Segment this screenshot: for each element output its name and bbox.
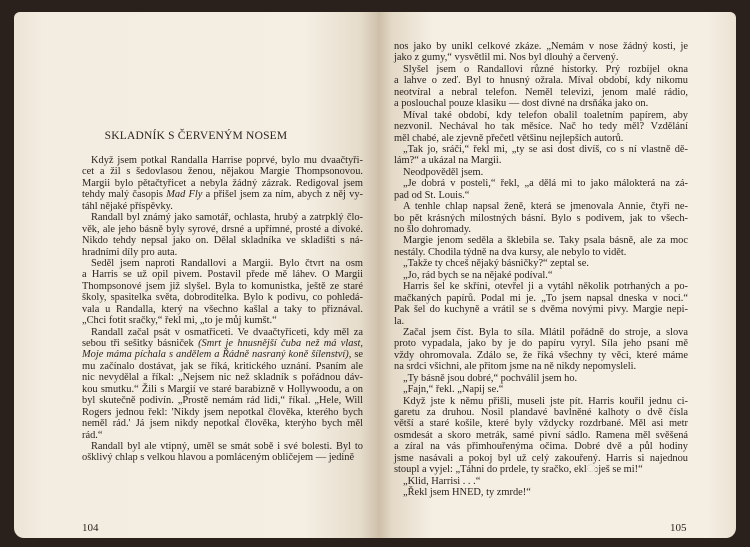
text-line — [394, 258, 688, 269]
text-line — [82, 189, 363, 200]
text-line — [82, 304, 363, 315]
left-page — [14, 12, 378, 538]
text-line — [82, 155, 363, 166]
text-segment: na srdci všichni, ale přitom jsme na ně nikdy nepomysleli. — [394, 361, 637, 373]
text-line — [394, 418, 688, 429]
paragraph — [82, 212, 363, 258]
text-segment: „Ty básně jsou dobré,“ pochválil jsem ho. — [403, 372, 578, 384]
text-segment: „Jo, rád bych se na nějaké podíval.“ — [403, 269, 553, 281]
paragraph — [394, 201, 688, 235]
text-segment: Když jste k němu přišli, museli jste pít. Harris kouřil jednu ci- — [403, 395, 688, 407]
text-line — [394, 430, 688, 441]
text-segment: Rogers jednou řekl: 'Nikdy jsem nepotkal člověka, kterého bych — [82, 406, 363, 418]
text-segment: a lahve o zeď. Byl to hnusný ožrala. Míval období, kdy nikomu — [394, 75, 688, 87]
paragraph — [394, 373, 688, 384]
text-segment: Začal jsem číst. Byla to síla. Mlátil pořádně do stroje, a slova — [403, 326, 688, 338]
text-segment: stoupl a vyjel: „Táhni do prdele, ty sračko, eklುješ se mi!“ — [394, 464, 643, 476]
text-segment: Slyšel jsem o Randallovi různé historky. Prý rozbíjel okna — [403, 63, 688, 75]
text-line — [82, 441, 363, 452]
text-segment: a přišel jsem za ním, abych z něj vy- — [202, 189, 363, 201]
text-line — [394, 350, 688, 361]
text-line — [394, 190, 688, 201]
text-segment: školy, spasitelka světa, dobroditelka. Bylo k podivu, co pohledá- — [82, 292, 363, 304]
text-segment: rád.“ — [82, 429, 103, 441]
text-segment: Randall byl známý jako samotář, ochlasta, hrubý a zatrpklý člo- — [91, 212, 363, 224]
text-segment: Randall začal psát v osmatřiceti. Ve dvaačtyřiceti, kdy měl za — [91, 326, 363, 338]
text-segment: Když jsem potkal Randalla Harrise poprvé, bylo mu dvaačtyři- — [91, 155, 363, 166]
text-line — [394, 121, 688, 132]
text-line — [394, 396, 688, 407]
text-line — [394, 407, 688, 418]
text-line — [394, 464, 688, 475]
text-segment: sebou tři sešitky básniček — [82, 338, 199, 349]
text-segment: byl skutečně podivín. „Prostě nemám rád lidi,“ říkal. „Hele, Will — [82, 395, 363, 407]
text-segment: cet a žil s šedovlasou ženou, nějakou Margie Thompsonovou. — [82, 166, 363, 178]
text-segment: la. — [394, 315, 405, 327]
text-segment: mu začínalo dostávat, jak se říká, kritického uznání. Psaním ale — [82, 360, 363, 372]
text-segment: pad od St. Louis.“ — [394, 189, 470, 201]
text-line — [394, 144, 688, 155]
text-line — [82, 315, 363, 326]
text-segment: a zíral na vás přimhouřenýma očima. Dobré dvě a půl hodiny — [394, 441, 688, 453]
text-line — [82, 212, 363, 223]
text-line — [82, 384, 363, 395]
text-line — [394, 361, 688, 372]
text-line — [82, 452, 363, 463]
chapter-title: SKLADNÍK S ČERVENÝM NOSEM — [104, 130, 288, 142]
paragraph — [82, 327, 363, 441]
text-line — [394, 384, 688, 395]
text-line — [394, 52, 688, 63]
text-segment: bo pět krásných milostných básní. Bylo s podivem, jak to všech- — [394, 212, 688, 224]
right-page-text — [394, 41, 688, 499]
text-segment: „Řekl jsem HNED, ty zmrde!“ — [403, 487, 531, 499]
text-line — [82, 258, 363, 269]
text-segment: ošklivý chlap s velkou hlavou a pomláceným obličejem — jedině — [82, 452, 355, 464]
text-segment: vždy ohromovala. Zdálo se, že říká všechny ty věci, které máme — [394, 349, 688, 361]
text-segment: neměl rád.' Já jsem nikdy nepotkal člověka, kterýho bych měl — [82, 418, 363, 430]
page-number-right: 105 — [670, 522, 687, 534]
text-line — [82, 281, 363, 292]
text-segment: „Je dobrá v posteli,“ řekl, „a dělá mi to jako málokterá na zá- — [403, 178, 688, 190]
text-segment: „Fajn,“ řekl. „Napij se.“ — [403, 384, 504, 396]
paragraph — [394, 41, 688, 64]
text-segment: „Klid, Harrisi . . .“ — [403, 475, 481, 487]
text-segment: táhl nějaké příspěvky. — [82, 200, 173, 212]
text-line — [82, 235, 363, 246]
text-line — [394, 453, 688, 464]
text-line — [82, 430, 363, 441]
paragraph — [394, 144, 688, 167]
text-segment: „Chci fotit sračky,“ řekl mi, „to je můj kumšt.“ — [82, 315, 277, 327]
text-line — [394, 110, 688, 121]
text-line — [394, 41, 688, 52]
text-segment: osmdesát a skoro metrák, samé pivní sádlo. Ramena měl svěšená — [394, 429, 688, 441]
paragraph — [394, 110, 688, 144]
text-line — [82, 224, 363, 235]
text-segment: A tenhle chlap napsal ženě, která se jmenovala Annie, čtyři ne- — [403, 201, 688, 213]
italic-text: (Smrt je hnusnější čuba než má vlast, — [198, 338, 363, 349]
text-segment: Míval také období, kdy telefon obalil toaletním papírem, aby — [403, 109, 688, 121]
text-segment: „Tak jo, sráči,“ řekl mi, „ty se asi dost divíš, co s ní vlastně dě- — [403, 143, 688, 155]
page-number-left: 104 — [82, 522, 99, 534]
text-line — [394, 98, 688, 109]
text-segment: Neodpověděl jsem. — [403, 166, 484, 178]
text-line — [394, 247, 688, 258]
text-segment: Margii bylo pětačtyřicet a nebyla žádný zázrak. Redigoval jsem — [82, 177, 363, 189]
text-segment: Thompsonové jsem již slyšel. Byla to komunistka, ještě ze staré — [82, 280, 363, 292]
text-line — [394, 133, 688, 144]
text-line — [394, 487, 688, 498]
paragraph — [394, 487, 688, 498]
text-line — [82, 247, 363, 258]
text-segment: Pak šel do kuchyně a vrátil se s dvěma novými pivy. Margie nepi- — [394, 304, 688, 316]
text-line — [394, 201, 688, 212]
text-segment: vala u Randalla, který na všechno kašlal a taky to přiznával. — [82, 303, 363, 315]
paragraph — [394, 281, 688, 327]
text-line — [82, 178, 363, 189]
paragraph — [394, 64, 688, 110]
text-segment: nezvonil. Nechával ho tak měsíce. Nač ho tedy měl? Vzdělání — [394, 121, 688, 133]
paragraph — [394, 384, 688, 395]
text-line — [394, 167, 688, 178]
text-line — [82, 327, 363, 338]
text-segment: Harris šel ke skříni, otevřel ji a vytáhl několik potrhaných a po- — [403, 281, 688, 293]
text-segment: nic nevydělal a říkal: „Nejsem nic než skladník s pořádnou dáv- — [82, 372, 363, 384]
text-segment: kou smutku.“ Žili s Margií ve staré barabizně v Hollywoodu, a on — [82, 383, 363, 395]
paragraph — [394, 235, 688, 258]
text-line — [394, 293, 688, 304]
paragraph — [394, 258, 688, 269]
text-line — [82, 166, 363, 177]
text-segment: jsme nasávali a pokoj byl už celý zakouřený. Harris si najednou — [394, 452, 688, 464]
text-line — [394, 373, 688, 384]
text-line — [82, 201, 363, 212]
text-line — [394, 304, 688, 315]
text-segment: se — [351, 349, 363, 361]
text-line — [82, 361, 363, 372]
text-line — [82, 372, 363, 383]
right-page — [378, 12, 736, 538]
text-segment: měl chabé, ale zjevně přečetl většinu nejlepších autorů. — [394, 132, 624, 144]
text-line — [82, 407, 363, 418]
text-segment: hradními díly pro auta. — [82, 246, 178, 258]
text-line — [394, 338, 688, 349]
paragraph — [394, 178, 688, 201]
text-segment: jako z gumy,“ vysvětlil mi. Nos byl dlouhý a červený. — [394, 52, 619, 64]
text-line — [394, 476, 688, 487]
text-segment: a Harris se už opil pivem. Postavil přede mě láhev. O Margii — [82, 269, 363, 281]
text-line — [394, 155, 688, 166]
text-line — [394, 75, 688, 86]
text-segment: Seděl jsem naproti Randallovi a Margii. Bylo čtvrt na osm — [91, 257, 363, 269]
text-segment: neotvíral a nebral telefon. Neměl televizi, jenom malé rádio, — [394, 86, 688, 98]
paragraph — [82, 441, 363, 464]
left-page-text — [82, 155, 363, 464]
text-line — [82, 418, 363, 429]
text-segment: proto vypadala, jako by je do papíru vyryl. Síla jeho psaní mě — [394, 338, 688, 350]
text-line — [394, 87, 688, 98]
text-segment: nestály. Chodila týdně na dva kursy, ale nebylo to vidět. — [394, 246, 627, 258]
text-line — [82, 292, 363, 303]
text-line — [82, 269, 363, 280]
text-line — [394, 235, 688, 246]
text-line — [394, 441, 688, 452]
text-segment: Nikdo tehdy nepsal jako on. Dělal skladníka ve skladišti s ná- — [82, 235, 363, 247]
text-segment: „Takže ty chceš nějaký básničky?“ zeptal se. — [403, 258, 589, 270]
text-segment: větší a staré košile, které byly vždycky rozdrbané. Měl asi metr — [394, 418, 688, 430]
paragraph — [394, 167, 688, 178]
text-segment: no šlo dohromady. — [394, 224, 471, 235]
paragraph — [394, 270, 688, 281]
text-line — [394, 281, 688, 292]
text-segment: lám?“ a ukázal na Margii. — [394, 155, 502, 167]
text-line — [394, 178, 688, 189]
italic-text: Moje máma píchala s andělem a Řádně nasraný koně šílenství), — [82, 349, 352, 361]
text-line — [394, 224, 688, 235]
text-line — [82, 349, 363, 360]
paragraph — [82, 155, 363, 212]
text-segment: garetu za druhou. Nosil plandavé bavlněné kalhoty o dvě čísla — [394, 407, 688, 418]
italic-text: Mad Fly — [166, 189, 203, 201]
text-line — [394, 64, 688, 75]
text-segment: Randall byl ale vtipný, uměl se smát sobě i své bolesti. Byl to — [91, 440, 363, 452]
paragraph — [394, 476, 688, 487]
text-segment: mačkaných papírů. Podal mi je. „To jsem napsal dneska v noci.“ — [394, 292, 688, 304]
paragraph — [82, 258, 363, 327]
text-segment: Margie jenom seděla a šklebila se. Taky psala básně, ale za moc — [403, 235, 688, 247]
text-segment: a poslouchal pouze klasiku — dost divné na drsňáka jako on. — [394, 98, 649, 110]
text-line — [394, 213, 688, 224]
text-segment: tehdy malý časopis — [82, 189, 167, 201]
text-segment: nos jako by unikl celkové zkáze. „Nemám v nose žádný kosti, je — [394, 41, 688, 52]
paragraph — [394, 327, 688, 373]
paragraph — [394, 396, 688, 476]
text-line — [82, 395, 363, 406]
text-line — [394, 270, 688, 281]
text-segment: věk, ale jeho básně byly syrové, drsné a upřímné, prosté a divoké. — [82, 223, 363, 235]
text-line — [82, 338, 363, 349]
text-line — [394, 316, 688, 327]
text-line — [394, 327, 688, 338]
